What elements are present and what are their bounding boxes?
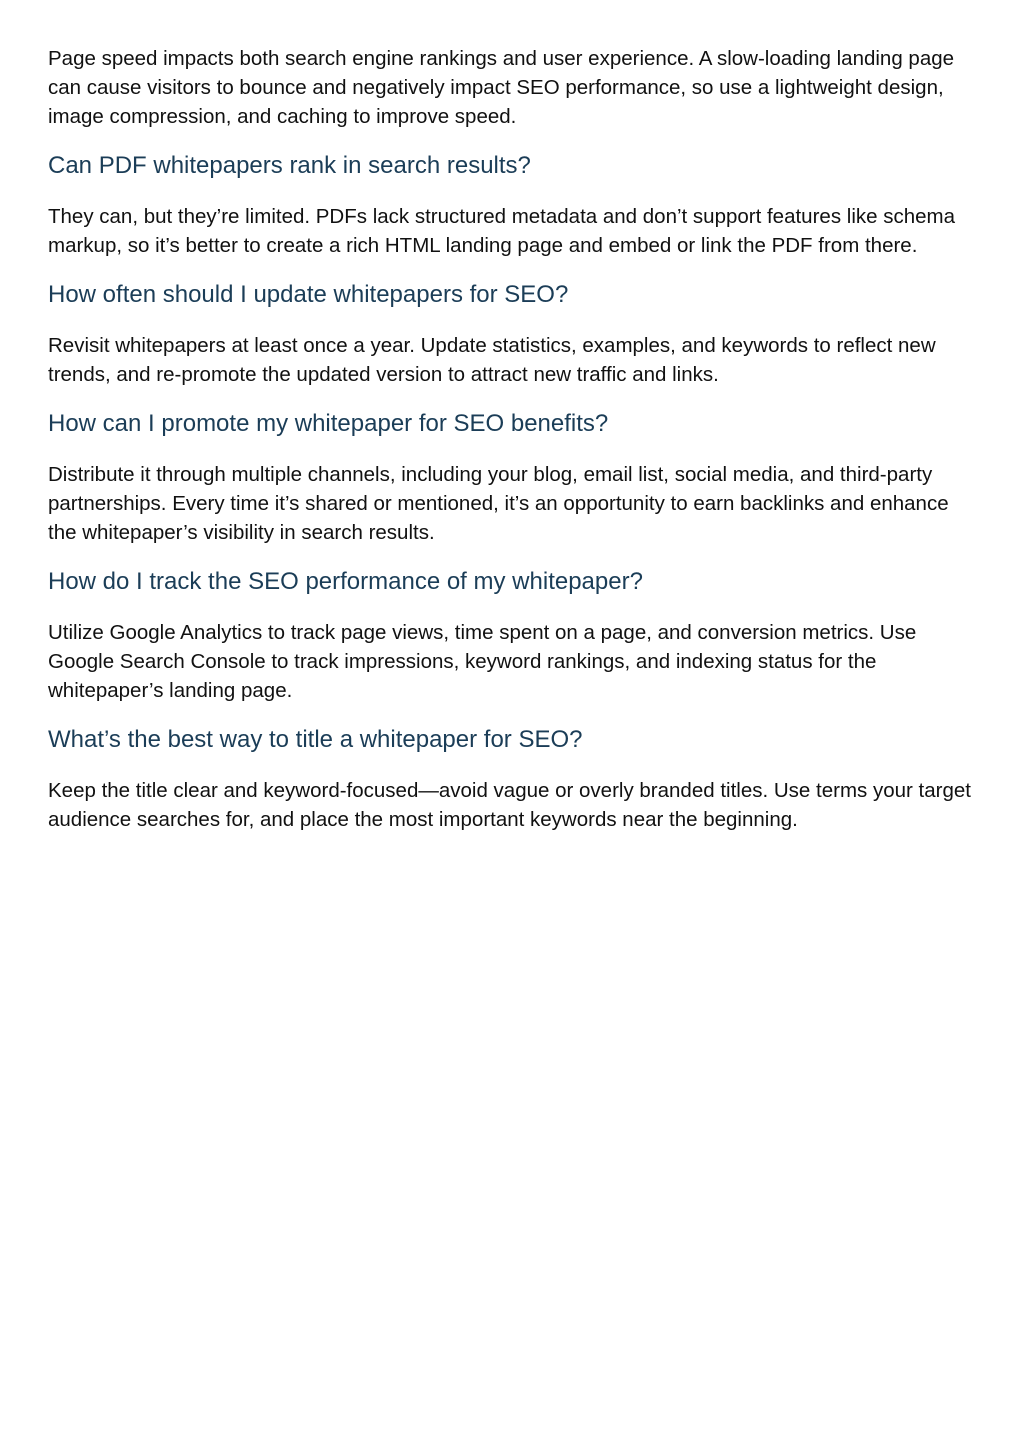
faq-question-track-performance: How do I track the SEO performance of my whitepaper? [48, 568, 643, 595]
document-page [48, 44, 978, 853]
faq-question-title: What’s the best way to title a whitepaper for SEO? [48, 726, 583, 753]
faq-answer-promote: Distribute it through multiple channels, including your blog, email list, social media, and third-party partnerships. Every time it’s shared or mentioned, it’s an opportunity to earn backlinks and enhance the whitepaper’s visibility in search results. [48, 463, 949, 544]
faq-answer-title: Keep the title clear and keyword-focused—avoid vague or overly branded titles. Use terms your target audience searches for, and place the most important keywords near the beginning. [48, 779, 971, 831]
faq-question-promote: How can I promote my whitepaper for SEO benefits? [48, 410, 609, 437]
faq-answer-update-frequency: Revisit whitepapers at least once a year. Update statistics, examples, and keywords to reflect new trends, and re-promote the updated version to attract new traffic and links. [48, 334, 936, 386]
faq-answer-track-performance: Utilize Google Analytics to track page views, time spent on a page, and conversion metrics. Use Google Search Console to track impressions, keyword rankings, and indexing status for the whitepaper’s landing page. [48, 621, 917, 702]
intro-paragraph: Page speed impacts both search engine rankings and user experience. A slow-loading landing page can cause visitors to bounce and negatively impact SEO performance, so use a lightweight design, image compression, and caching to improve speed. [48, 47, 955, 128]
faq-question-pdf-rank: Can PDF whitepapers rank in search results? [48, 152, 531, 179]
faq-answer-pdf-rank: They can, but they’re limited. PDFs lack structured metadata and don’t support features like schema markup, so it’s better to create a rich HTML landing page and embed or link the PDF from there. [48, 205, 955, 257]
faq-question-update-frequency: How often should I update whitepapers for SEO? [48, 281, 569, 308]
